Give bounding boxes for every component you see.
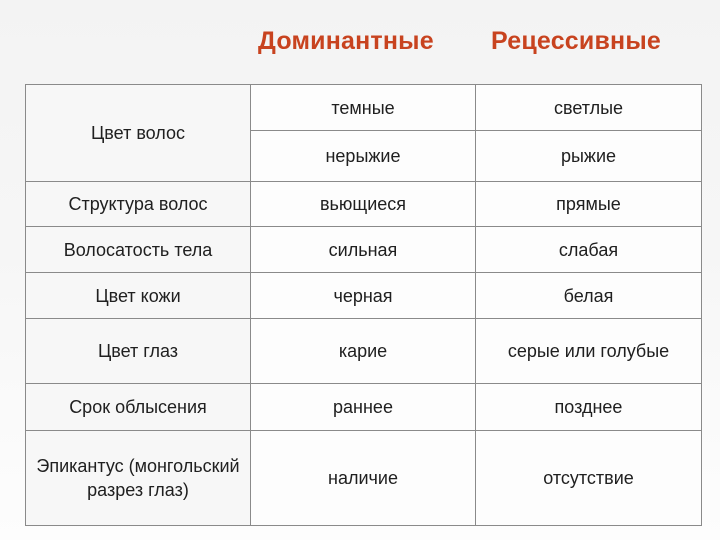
recessive-cell: рыжие [476, 131, 702, 182]
heading-dominant: Доминантные [258, 27, 434, 55]
table-row [26, 227, 702, 273]
heading-recessive: Рецессивные [491, 27, 661, 55]
trait-cell: Волосатость тела [26, 227, 251, 273]
dominant-cell: нерыжие [251, 131, 476, 182]
table-row [26, 319, 702, 384]
trait-cell: Цвет кожи [26, 273, 251, 319]
table-row [26, 85, 702, 131]
trait-cell-epicanthus: Эпикантус (монгольский разрез глаз) [26, 431, 251, 526]
recessive-cell: прямые [476, 182, 702, 227]
dominant-cell: темные [251, 85, 476, 131]
dominant-cell: вьющиеся [251, 182, 476, 227]
trait-cell-hair-color: Цвет волос [26, 85, 251, 182]
trait-cell: Структура волос [26, 182, 251, 227]
dominant-cell: раннее [251, 384, 476, 431]
recessive-cell: светлые [476, 85, 702, 131]
recessive-cell: белая [476, 273, 702, 319]
table-row [26, 273, 702, 319]
recessive-cell: слабая [476, 227, 702, 273]
trait-cell: Срок облысения [26, 384, 251, 431]
recessive-cell: позднее [476, 384, 702, 431]
traits-table [25, 84, 702, 526]
dominant-cell: черная [251, 273, 476, 319]
recessive-cell: отсутствие [476, 431, 702, 526]
dominant-cell: сильная [251, 227, 476, 273]
table-row [26, 182, 702, 227]
table-row [26, 384, 702, 431]
trait-cell: Цвет глаз [26, 319, 251, 384]
dominant-cell: карие [251, 319, 476, 384]
dominant-cell: наличие [251, 431, 476, 526]
recessive-cell: серые или голубые [476, 319, 702, 384]
table-row [26, 431, 702, 526]
